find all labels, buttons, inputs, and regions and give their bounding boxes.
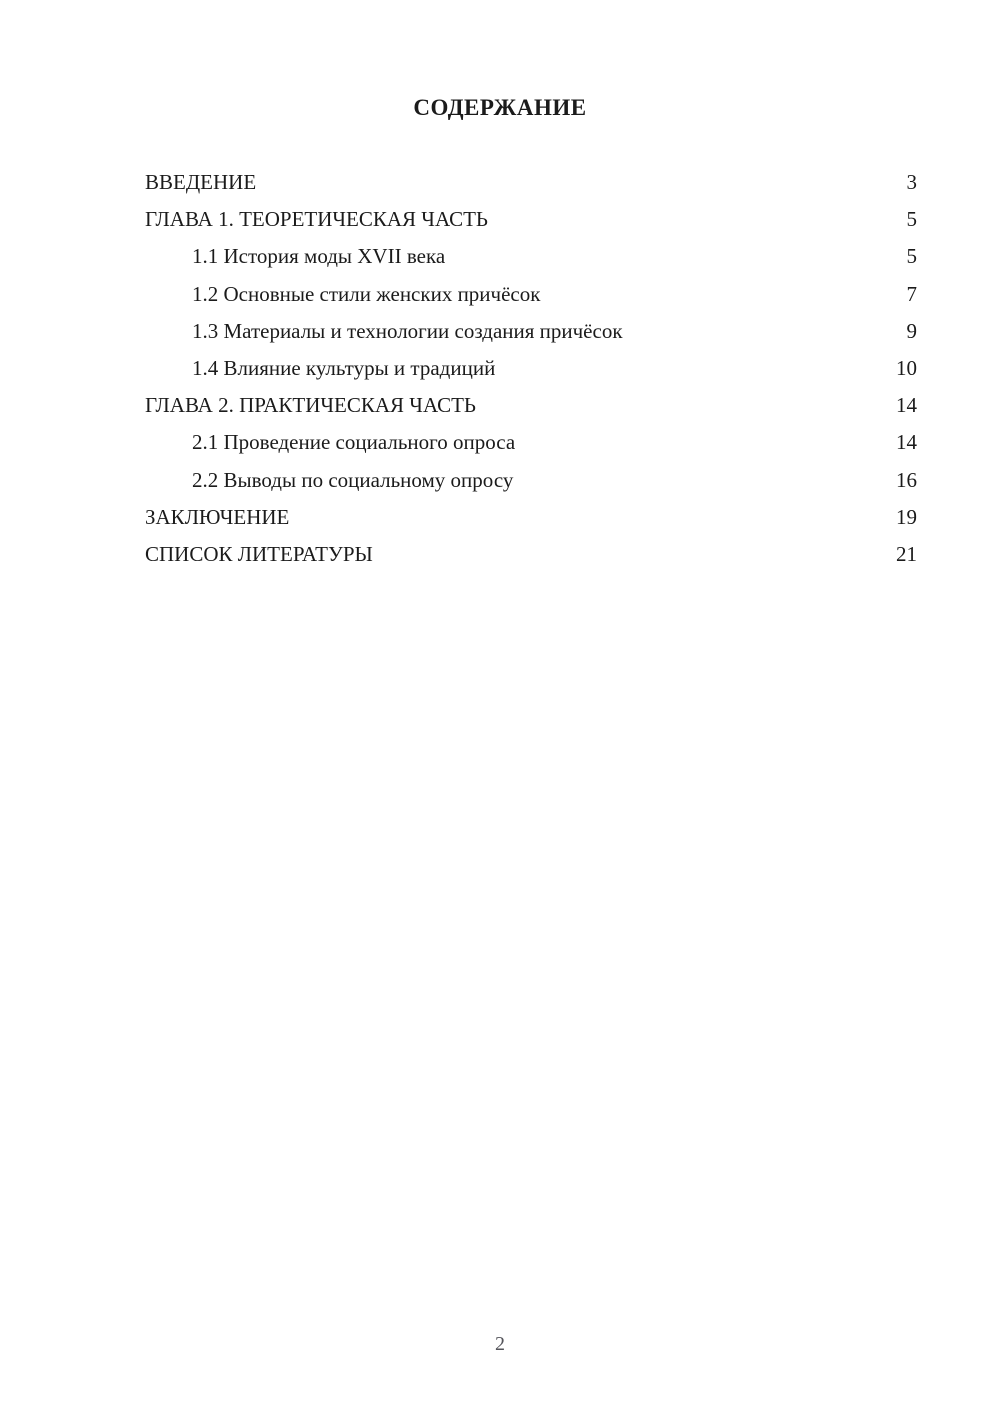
toc-entry-page-number: 5 [906,244,917,269]
toc-entry [145,499,917,536]
toc-entry-page-number: 5 [906,207,917,232]
toc-entry [145,276,917,313]
toc-entry-page-number: 19 [896,504,917,529]
toc-entry [145,350,917,387]
footer-page-number: 2 [495,1333,505,1355]
page-title: СОДЕРЖАНИЕ [413,95,587,120]
toc-entry-page-number: 7 [906,281,917,306]
toc-entry-label: СПИСОК ЛИТЕРАТУРЫ [145,541,373,566]
toc-entry [145,164,917,201]
toc-entry [145,313,917,350]
toc-entry-label: 2.2 Выводы по социальному опросу [192,467,514,492]
toc-entry-label: 1.1 История моды XVII века [192,244,446,269]
toc-entry [145,238,917,275]
toc-entry-page-number: 16 [896,467,917,492]
toc-entry-page-number: 3 [906,170,917,194]
toc-entry-label: 1.4 Влияние культуры и традиций [192,355,496,380]
toc-entry-page-number: 9 [906,318,917,343]
toc-entry-page-number: 10 [896,355,917,380]
toc-entry-label: 1.2 Основные стили женских причёсок [192,281,541,306]
toc-entry [145,201,917,238]
toc-entry-label: 1.3 Материалы и технологии создания причёсок [192,318,623,343]
toc-entry-label: 2.1 Проведение социального опроса [192,430,516,455]
toc-entry [145,424,917,461]
toc-entry [145,387,917,424]
toc-entry-page-number: 14 [896,430,917,455]
toc-entry [145,462,917,499]
toc-entry-label: ЗАКЛЮЧЕНИЕ [145,504,290,529]
toc-entry-page-number: 21 [896,541,917,566]
toc-list [0,164,1000,573]
toc-entry-label: ГЛАВА 1. ТЕОРЕТИЧЕСКАЯ ЧАСТЬ [145,207,488,232]
toc-entry-page-number: 14 [896,393,917,418]
toc-entry-label: ГЛАВА 2. ПРАКТИЧЕСКАЯ ЧАСТЬ [145,393,476,418]
toc-entry-label: ВВЕДЕНИЕ [145,170,257,194]
toc-entry [145,536,917,573]
